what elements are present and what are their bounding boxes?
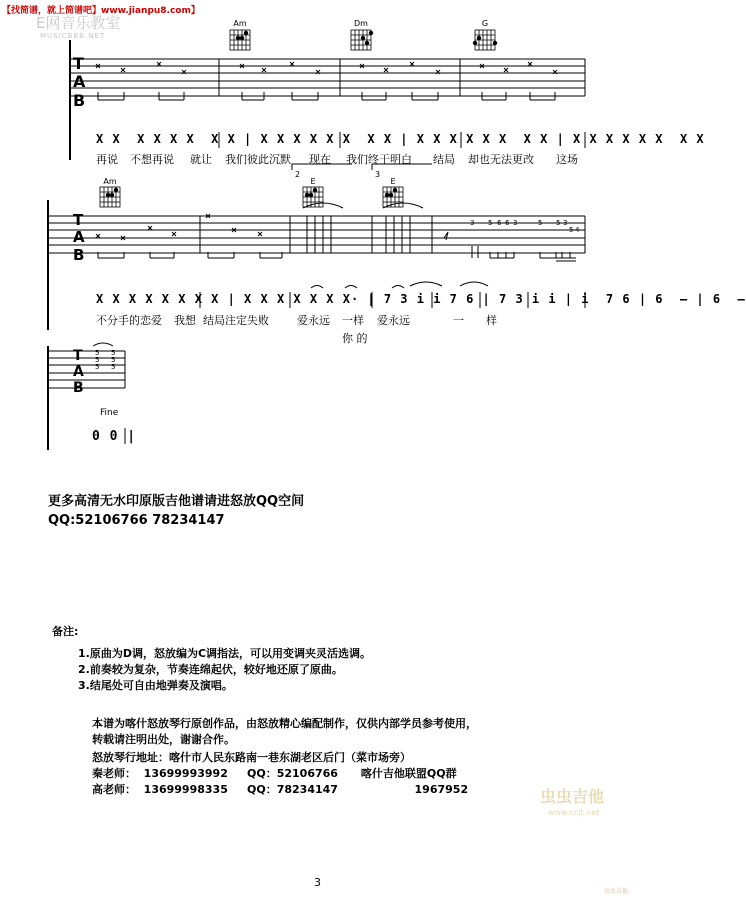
svg-text:5: 5 bbox=[488, 219, 493, 227]
svg-text:5: 5 bbox=[538, 219, 543, 227]
fine-label: Fine bbox=[100, 408, 119, 418]
lyric-1-2: 不想再说 bbox=[130, 153, 174, 166]
watermark-url: MUSICBBB.NET bbox=[40, 32, 106, 40]
svg-text:6: 6 bbox=[497, 219, 502, 227]
volta-2: 2 bbox=[295, 170, 301, 179]
svg-text:5: 5 bbox=[569, 226, 574, 234]
lyric-2-7: 一 bbox=[453, 314, 464, 327]
footer-watermark-url: www.ccjt.net bbox=[548, 808, 600, 817]
svg-text:3: 3 bbox=[470, 219, 475, 227]
lyric-2-4: 爱永远 bbox=[297, 314, 330, 327]
lyric-1-6: 我们终于明白 bbox=[346, 153, 412, 166]
statement-line-2: 转载请注明出处，谢谢合作。 bbox=[92, 733, 235, 746]
lyric-2-3: 结局注定失败 bbox=[203, 314, 269, 327]
statement-line-1: 本谱为喀什怒放琴行原创作品，由怒放精心编配制作，仅供内部学员参考使用， bbox=[92, 717, 477, 730]
lyric-1-1: 再说 bbox=[96, 153, 118, 166]
chord-diagram-am-2 bbox=[100, 187, 120, 207]
tab-clef-system2: T A B bbox=[73, 211, 85, 264]
header-link[interactable]: 【找简谱，就上简谱吧】www.jianpu8.com】 bbox=[2, 6, 200, 16]
chord-name-dm: Dm bbox=[354, 19, 368, 28]
svg-text:5: 5 bbox=[95, 356, 100, 364]
note-item-2: 2.前奏较为复杂，节奏连绵起伏，较好地还原了原曲。 bbox=[78, 663, 343, 676]
lyric-2-8: 样 bbox=[486, 314, 497, 327]
system3-fret-numbers bbox=[95, 349, 115, 371]
address-line: 怒放琴行地址：喀什市人民东路南一巷东湖老区后门（菜市场旁） bbox=[92, 751, 411, 764]
tab-clef-system1: T A B bbox=[73, 54, 86, 110]
note-item-1: 1.原曲为D调，怒放编为C调指法，可以用变调夹灵活选调。 bbox=[78, 647, 372, 660]
contact-line-1: 秦老师： 13699993992 QQ：52106766 喀什吉他联盟QQ群 bbox=[92, 767, 457, 780]
chord-name-am-2: Am bbox=[103, 177, 117, 186]
footer-watermark-logo: 虫虫吉他 bbox=[540, 787, 605, 806]
chord-name-am-1: Am bbox=[233, 19, 247, 28]
footer-watermark-small: 虫虫吉他 bbox=[604, 888, 629, 895]
qq-info-line-2: QQ:52106766 78234147 bbox=[48, 513, 225, 528]
lyric-2-line2: 你 的 bbox=[342, 332, 368, 345]
svg-text:3: 3 bbox=[513, 219, 518, 227]
lyric-1-3: 就让 bbox=[190, 153, 212, 166]
chord-name-e-2: E bbox=[390, 177, 396, 186]
volta-3: 3 bbox=[375, 170, 381, 179]
lyric-2-5: 一样 bbox=[342, 314, 364, 327]
svg-text:6: 6 bbox=[505, 219, 510, 227]
svg-text:5: 5 bbox=[111, 363, 116, 371]
svg-text:4: 4 bbox=[575, 226, 580, 234]
system3-jianpu: 0 0 | bbox=[92, 429, 137, 444]
lyric-1-8: 却也无法更改 bbox=[468, 153, 534, 166]
page-number: 3 bbox=[314, 876, 321, 889]
note-item-3: 3.结尾处可自由地弹奏及演唱。 bbox=[78, 679, 233, 692]
svg-text:5: 5 bbox=[95, 349, 100, 357]
lyric-2-1: 不分手的恋爱 bbox=[96, 314, 162, 327]
chord-name-e-1: E bbox=[310, 177, 316, 186]
notes-heading: 备注: bbox=[52, 625, 79, 638]
svg-text:5: 5 bbox=[111, 349, 116, 357]
system2-jianpu: X X X X X X X X | X X X X X X X· | 7 3 i i 7 6 | 7 3 i i | i 7 6 | 6 – | 6 – bbox=[96, 292, 746, 306]
lyric-1-9: 这场 bbox=[556, 153, 578, 166]
tab-clef-system3: T A B bbox=[73, 348, 84, 397]
lyric-1-5: 现在 bbox=[309, 153, 331, 166]
chord-diagram-dm bbox=[351, 30, 373, 50]
system1-jianpu: X X X X X X X X | X X X X X X X X | X X X X X X X X | X X X X X X X X bbox=[96, 132, 705, 146]
qq-info-line-1: 更多高清无水印原版吉他谱请进怒放QQ空间 bbox=[48, 494, 305, 509]
lyric-2-2: 我想 bbox=[174, 314, 196, 327]
system2-fret-numbers bbox=[470, 219, 580, 234]
svg-text:5: 5 bbox=[556, 219, 561, 227]
svg-text:5: 5 bbox=[111, 356, 116, 364]
chord-diagram-g bbox=[473, 30, 497, 50]
qq-info bbox=[48, 492, 304, 530]
chord-name-g: G bbox=[481, 19, 489, 28]
lyric-2-6: 爱永远 bbox=[377, 314, 410, 327]
watermark-logo: E网音乐教室 bbox=[36, 14, 121, 32]
lyric-1-7: 结局 bbox=[433, 153, 455, 166]
lyric-1-4: 我们彼此沉默 bbox=[225, 153, 291, 166]
notes-section bbox=[52, 624, 477, 798]
svg-text:3: 3 bbox=[563, 219, 568, 227]
svg-text:5: 5 bbox=[95, 363, 100, 371]
chord-diagram-am-1 bbox=[230, 30, 250, 50]
contact-line-2: 高老师： 13699998335 QQ：78234147 1967952 bbox=[92, 783, 469, 796]
system2-notes bbox=[96, 164, 576, 261]
